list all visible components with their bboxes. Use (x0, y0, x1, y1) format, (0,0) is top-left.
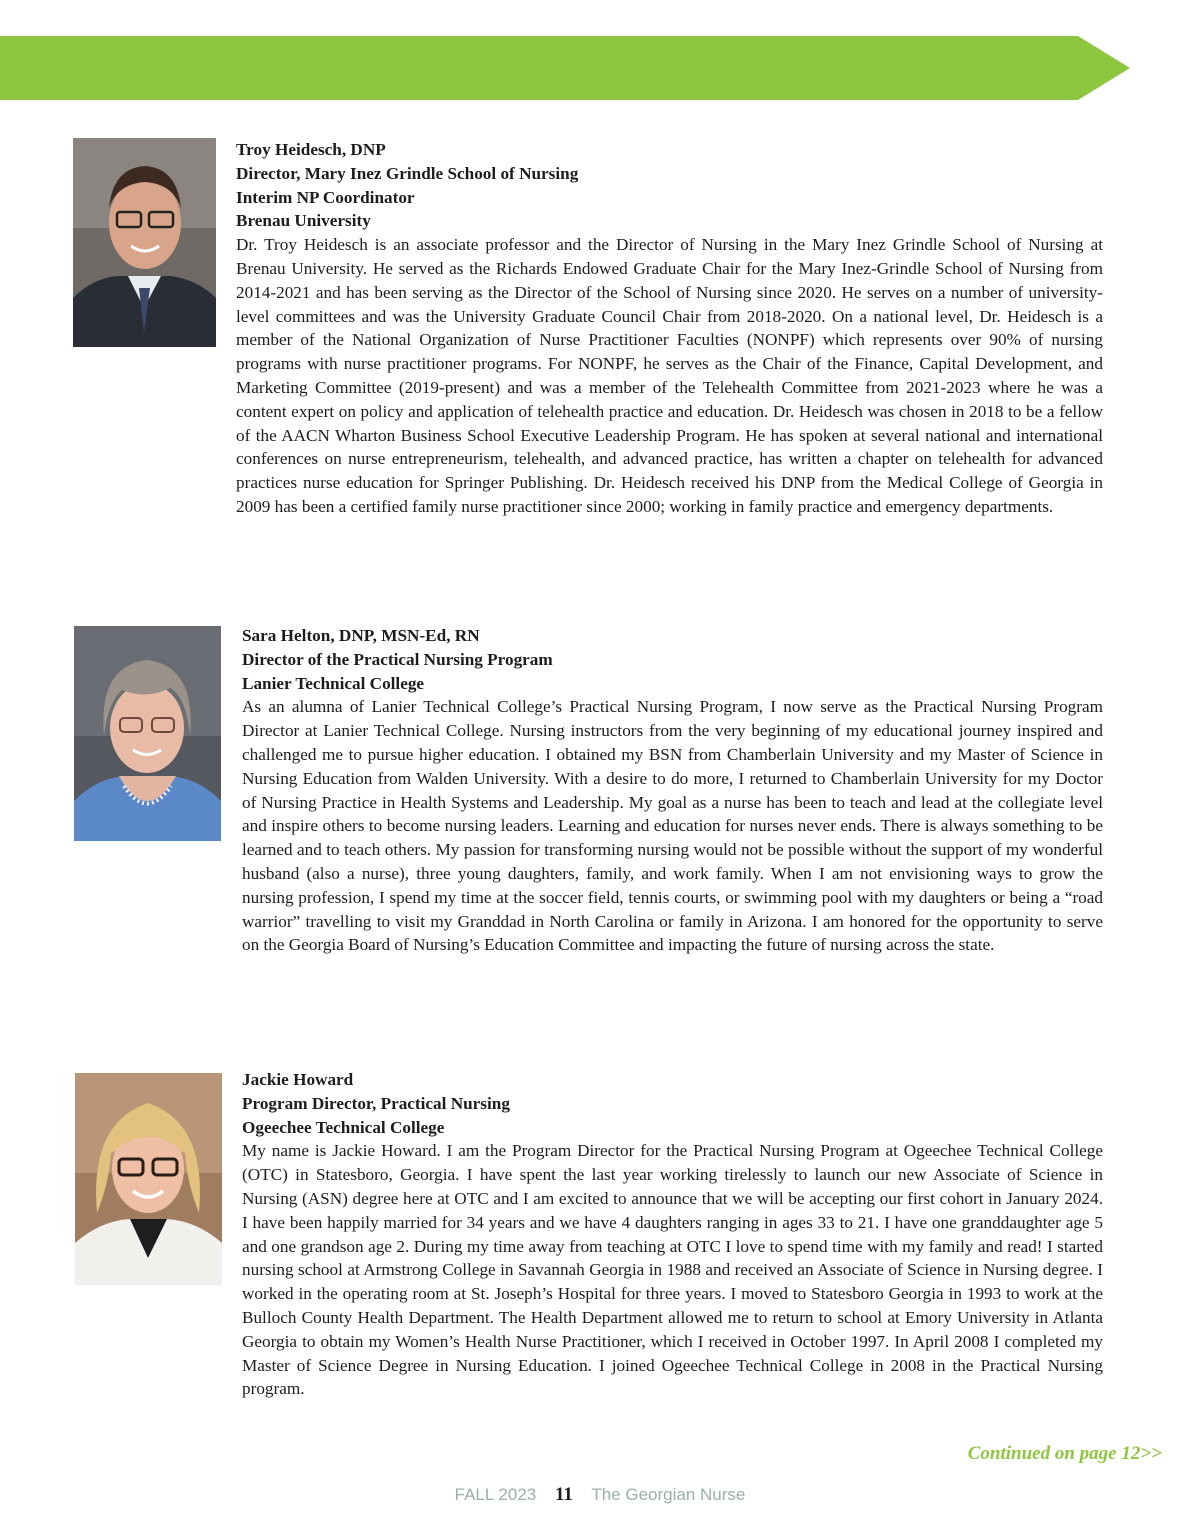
bio-title: Director of the Practical Nursing Program (242, 649, 553, 669)
bio-body: As an alumna of Lanier Technical College’s Practical Nursing Program, I now serve as the Practical Nursing Program Director at Lanier Technical College. Nursing instructors from the very beginning of my educational journey inspired and challenged me to pursue higher education. I obtained my BSN from Chamberlain University and my Master of Science in Nursing Education from Walden University. With a desire to do more, I returned to Chamberlain University for my Doctor of Nursing Practice in Health Systems and Leadership. My goal as a nurse has been to teach and lead at the collegiate level and inspire others to become nursing leaders. Learning and education for nurses never ends. There is always something to be learned and to teach others. My passion for transforming nursing would not be possible without the support of my wonderful husband (also a nurse), three young daughters, family, and work family. When I am not envisioning ways to grow the nursing profession, I spend my time at the soccer field, tennis courts, or swimming pool with my daughters or being a “road warrior” travelling to visit my Granddad in North Carolina or family in Arizona. I am honored for the opportunity to serve on the Georgia Board of Nursing’s Education Committee and impacting the future of nursing across the state. (242, 697, 1103, 955)
page-number: 11 (554, 1484, 573, 1505)
bio-organization: Lanier Technical College (242, 673, 425, 693)
header-banner (0, 36, 1130, 100)
bio-organization: Ogeechee Technical College (242, 1117, 445, 1137)
portrait-photo-jackie-howard (75, 1073, 222, 1285)
bio-name: Troy Heidesch, DNP (236, 140, 386, 159)
bio-name: Sara Helton, DNP, MSN-Ed, RN (242, 626, 480, 645)
bio-title: Director, Mary Inez Grindle School of Nursing (236, 163, 579, 183)
bio-sara-helton (242, 624, 1103, 957)
footer-publication: The Georgian Nurse (591, 1485, 746, 1504)
bio-jackie-howard (242, 1068, 1103, 1401)
bio-body: My name is Jackie Howard. I am the Program Director for the Practical Nursing Program at Ogeechee Technical College (OTC) in Statesboro, Georgia. I have spent the last year working tirelessly to launch our new Associate of Science in Nursing (ASN) degree here at OTC and I am excited to announce that we will be accepting our first cohort in January 2024. I have been happily married for 34 years and we have 4 daughters ranging in ages 33 to 21. I have one granddaughter age 5 and one grandson age 2. During my time away from teaching at OTC I love to spend time with my family and read! I started nursing school at Armstrong College in Savannah Georgia in 1988 and received an Associate of Science in Nursing degree. I worked in the operating room at St. Joseph’s Hospital for three years. I moved to Statesboro Georgia in 1993 to work at the Bulloch County Health Department. The Health Department allowed me to return to school at Emory University in Atlanta Georgia to obtain my Women’s Health Nurse Practitioner, which I received in October 1997. In April 2008 I completed my Master of Science Degree in Nursing Education. I joined Ogeechee Technical College in 2008 in the Practical Nursing program. (242, 1141, 1103, 1399)
footer-season: FALL 2023 (454, 1485, 537, 1504)
continued-link[interactable]: Continued on page 12>> (967, 1443, 1162, 1464)
portrait-photo-troy-heidesch (73, 138, 216, 347)
bio-title: Program Director, Practical Nursing (242, 1093, 510, 1113)
bio-body: Dr. Troy Heidesch is an associate professor and the Director of Nursing in the Mary Inez Grindle School of Nursing at Brenau University. He served as the Richards Endowed Graduate Chair for the Mary Inez-Grindle School of Nursing from 2014-2021 and has been serving as the Director of the School of Nursing since 2020. He serves on a number of university-level committees and was the University Graduate Council Chair from 2018-2020. On a national level, Dr. Heidesch is a member of the National Organization of Nurse Practitioner Faculties (NONPF) which represents over 90% of nursing programs with nurse practitioner programs. For NONPF, he serves as the Chair of the Finance, Capital Development, and Marketing Committee (2019-present) and was a member of the Telehealth Committee from 2021-2023 where he was a content expert on policy and application of telehealth practice and education. Dr. Heidesch was chosen in 2018 to be a fellow of the AACN Wharton Business School Executive Leadership Program. He has spoken at several national and international conferences on nurse entrepreneurism, telehealth, and advanced practice, has written a chapter on telehealth for advanced practices nurse education for Springer Publishing. Dr. Heidesch received his DNP from the Medical College of Georgia in 2009 has been a certified family nurse practitioner since 2000; working in family practice and emergency departments. (236, 235, 1103, 516)
bio-title: Interim NP Coordinator (236, 187, 415, 207)
page-footer (0, 1484, 1200, 1506)
portrait-photo-sara-helton (74, 626, 221, 841)
bio-organization: Brenau University (236, 211, 371, 231)
bio-troy-heidesch (236, 138, 1103, 519)
bio-name: Jackie Howard (242, 1070, 354, 1089)
